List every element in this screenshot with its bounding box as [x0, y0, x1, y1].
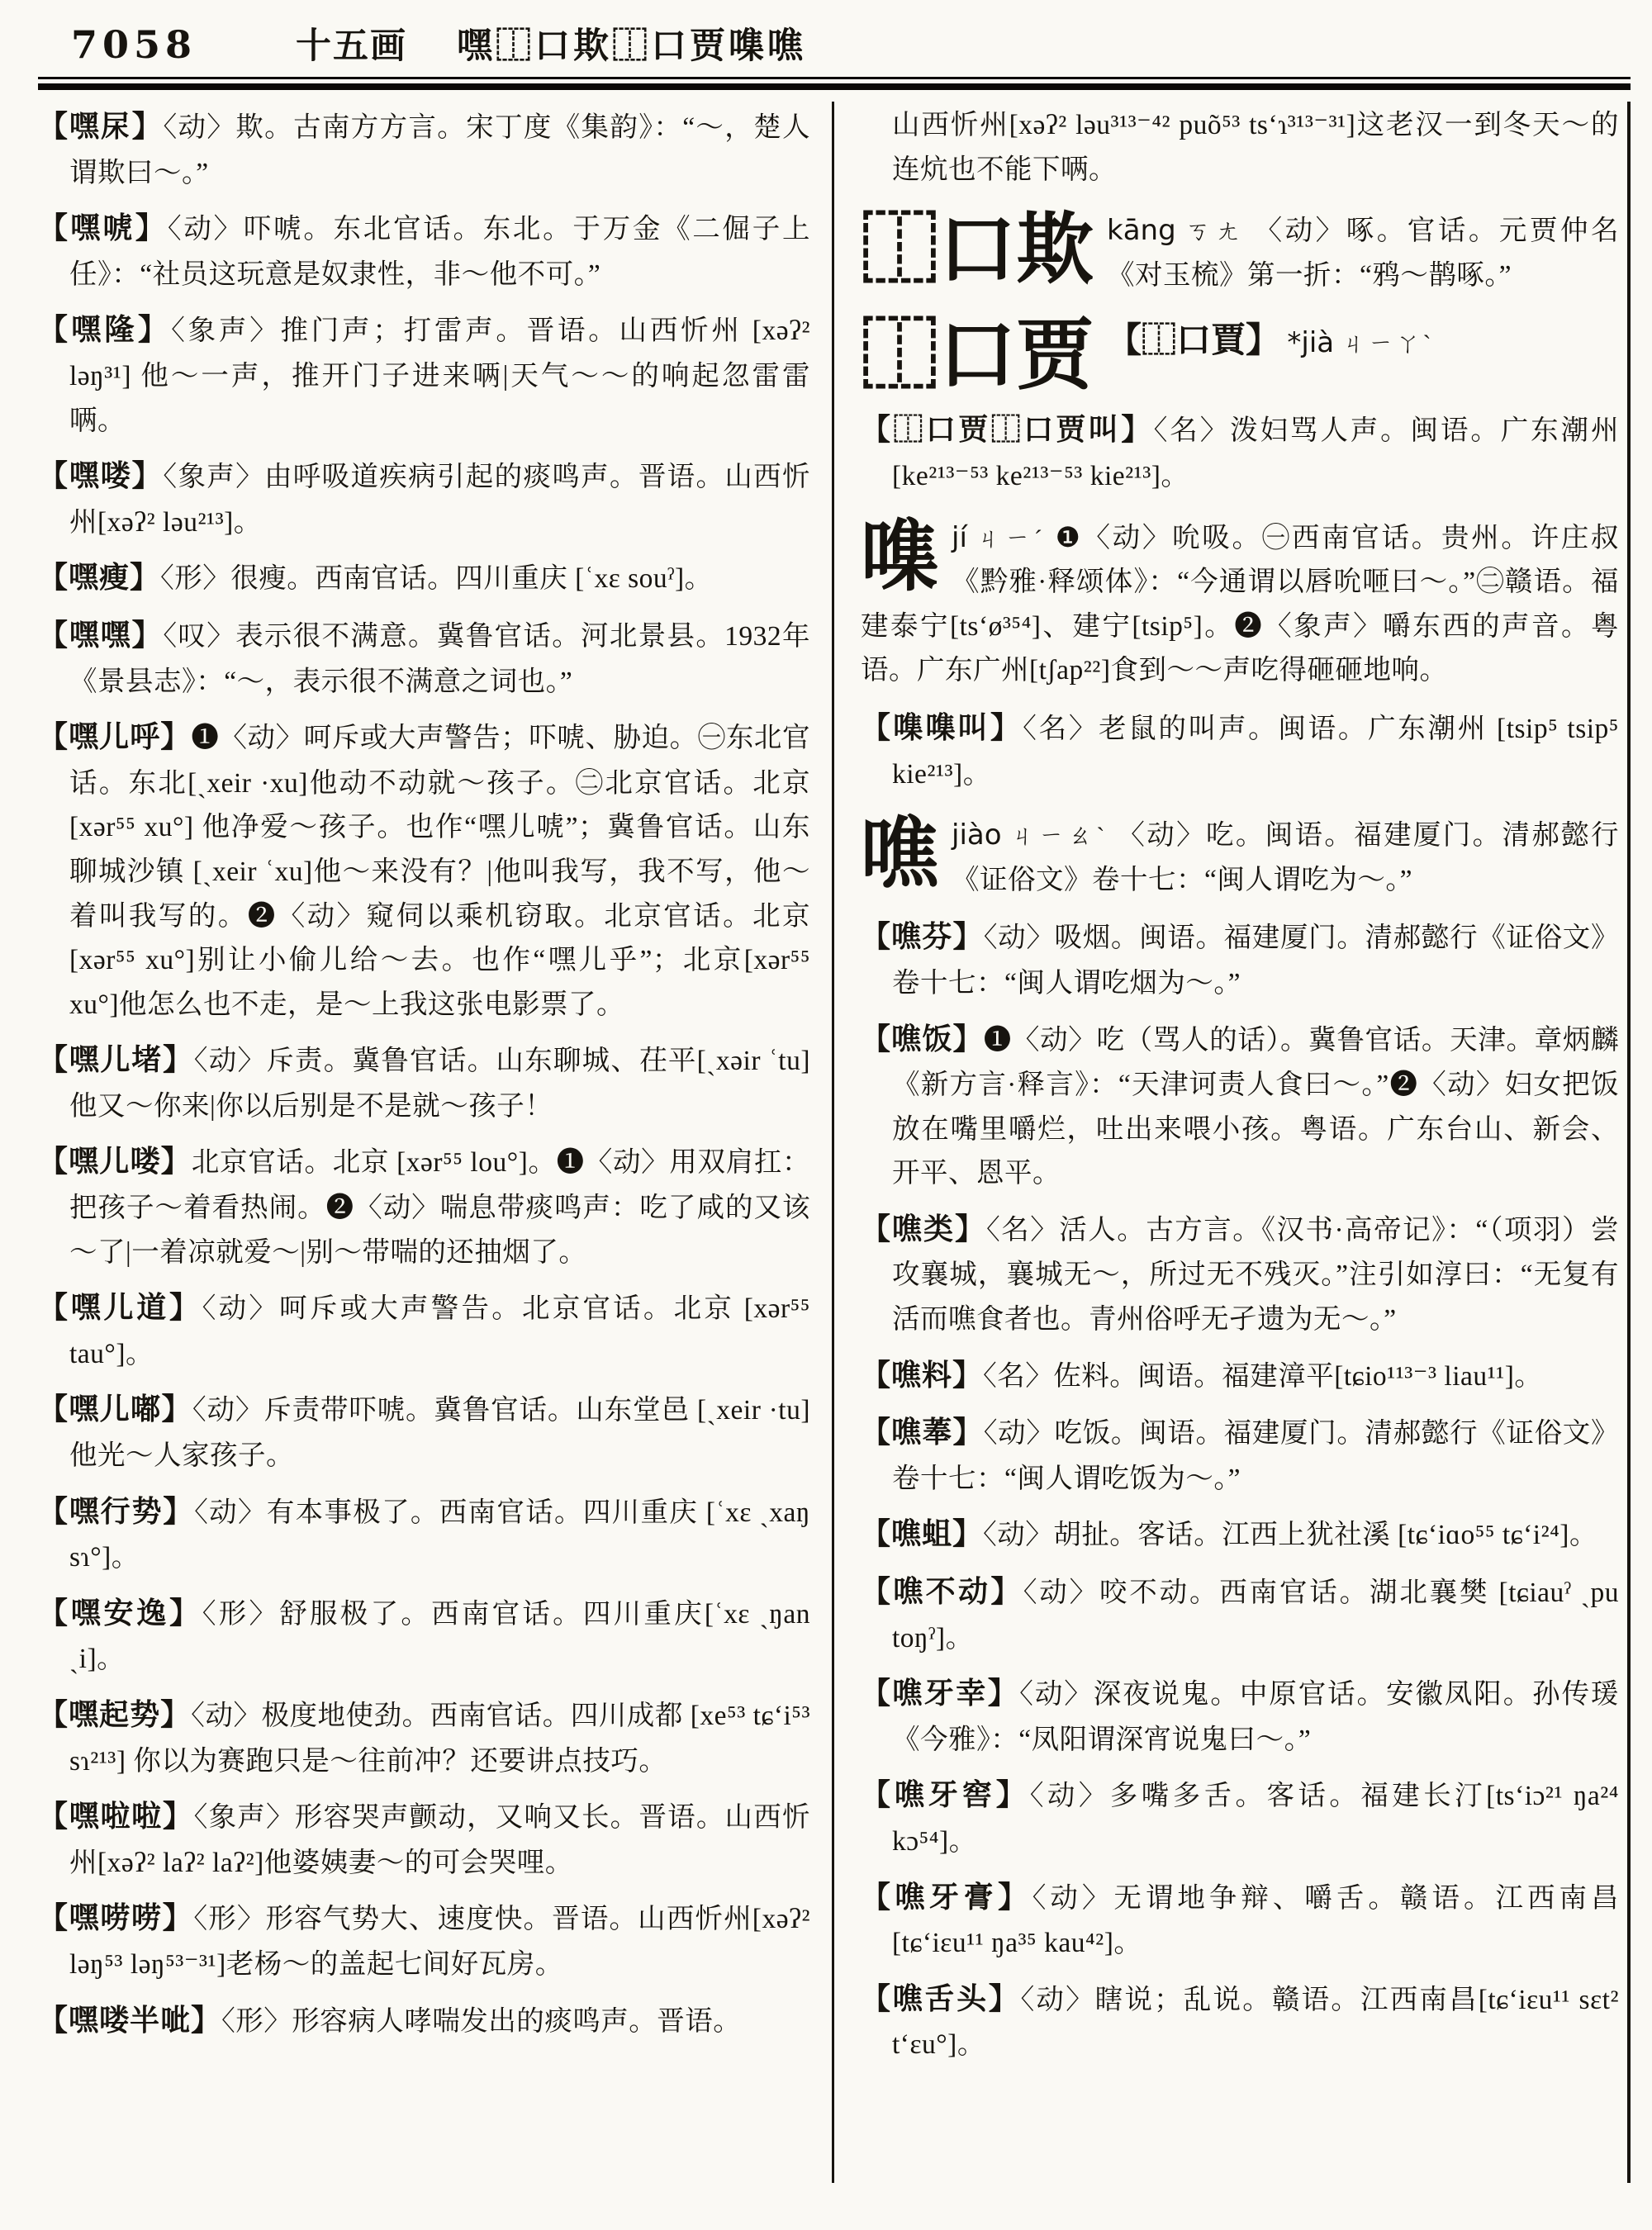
entry-headword: 【嘿儿呼】 — [38, 720, 192, 754]
entry-body: 〈形〉很瘦。西南官话。四川重庆 [ʿxɛ souˀ]。 — [160, 563, 713, 595]
word-entry — [38, 1037, 810, 1128]
pinyin-reading: jí — [952, 520, 967, 554]
head-character-entry — [861, 208, 1619, 297]
entry-headword: 【噍蛆】 — [861, 1517, 984, 1551]
head-character: 噍 — [861, 813, 939, 899]
entry-body: 〈动〉有本事极了。西南官话。四川重庆 [ʿxɛ ˏxaŋ sɿ°]。 — [69, 1497, 810, 1573]
word-entry — [38, 1895, 810, 1986]
word-entry — [861, 913, 1619, 1005]
stroke-section-title: 十五画 — [296, 27, 408, 66]
entry-headword: 【嘿儿嘟】 — [38, 1393, 192, 1426]
word-entry — [861, 1352, 1619, 1400]
entry-body: 〈动〉深夜说鬼。中原官话。安徽凤阳。孙传瑗《今雅》：“凤阳谓深宵说鬼曰～。” — [892, 1679, 1619, 1755]
entry-body: 〈名〉泼妇骂人声。闽语。广东潮州[ke²¹³⁻⁵³ ke²¹³⁻⁵³ kie²¹³]。 — [892, 415, 1619, 491]
word-entry — [38, 1386, 810, 1478]
word-entry — [38, 1138, 810, 1274]
word-entry — [861, 705, 1619, 796]
entry-body: 〈动〉极度地使劲。西南官话。四川成都 [xe⁵³ tɕʻi⁵³ sɿ²¹³] 你以为赛跑只是～往前冲？还要讲点技巧。 — [69, 1701, 810, 1777]
word-entry — [861, 1206, 1619, 1342]
entry-body: 〈动〉斥责。冀鲁官话。山东聊城、茌平[ˏxəir ʿtu]他又～你来|你以后别是不是就～孩子！ — [69, 1046, 810, 1122]
entry-body: 〈动〉瞎说；乱说。赣语。江西南昌[tɕʻiɛu¹¹ sɛt² tʻɛu°]。 — [892, 1984, 1619, 2061]
word-entry — [38, 1590, 810, 1682]
head-character-entry — [861, 515, 1619, 693]
word-entry — [38, 1284, 810, 1376]
pinyin-reading: *jià — [1287, 326, 1335, 360]
entry-body: 〈象声〉形容哭声颤动，又响又长。晋语。山西忻州[xəʔ² laʔ² laʔ²]他婆姨妻～的可会哭哩。 — [69, 1802, 810, 1878]
entry-body: ❶〈动〉吮吸。㊀西南官话。贵州。许庄叔《黔雅·释颂体》：“今通谓以唇吮咂曰～。”㊁赣语。福建泰宁[tsʻø³⁵⁴]、建宁[tsip⁵]。❷〈象声〉嚼东西的声音。粤语。广东广州[tʃap²²]食到～～声吃得砸砸地响。 — [861, 522, 1619, 686]
word-entry — [38, 714, 810, 1027]
entry-body: 〈动〉啄。官话。元贾仲名《对玉梳》第一折：“鸦～鹊啄。” — [1107, 216, 1619, 291]
entry-headword: 【嘿儿堵】 — [38, 1043, 194, 1077]
entry-body: 〈动〉斥责带吓唬。冀鲁官话。山东堂邑 [ˏxeir ·tu] 他光～人家孩子。 — [69, 1395, 810, 1472]
entry-headword: 【噍菶】 — [861, 1416, 984, 1450]
entry-body: 〈动〉欺。古南方方言。宋丁度《集韵》：“～，楚人谓欺曰～。” — [69, 112, 810, 188]
entry-headword: 【噍牙膏】 — [861, 1880, 1032, 1914]
page-header — [38, 18, 1631, 69]
entry-body: 〈动〉吃饭。闽语。福建厦门。清郝懿行《证俗文》卷十七：“闽人谓吃饭为～。” — [892, 1418, 1619, 1494]
entry-headword: 【嘿喽半呲】 — [38, 2003, 222, 2037]
right-column — [834, 102, 1631, 2183]
entry-body: ❶〈动〉吃（骂人的话）。冀鲁官话。天津。章炳麟《新方言·释言》：“天津诃责人食曰～。”❷〈动〉妇女把饭放在嘴里嚼烂，吐出来喂小孩。粤语。广东台山、新会、开平、恩平。 — [892, 1024, 1619, 1189]
word-entry — [38, 103, 810, 195]
continued-entry — [861, 103, 1619, 192]
entry-body: 北京官话。北京 [xər⁵⁵ lou°]。❶〈动〉用双肩扛：把孩子～着看热闹。❷〈动〉喘息带痰鸣声：吃了咸的又该～了|一着凉就爱～|别～带喘的还抽烟了。 — [69, 1147, 810, 1268]
entry-body: 〈形〉舒服极了。西南官话。四川重庆[ʿxɛ ˏŋan ˏi]。 — [69, 1598, 810, 1675]
entry-body: 〈动〉多嘴多舌。客话。福建长汀[tsʻiɔ²¹ ŋa²⁴ kɔ⁵⁴]。 — [892, 1781, 1619, 1857]
entry-body: 〈形〉形容病人哮喘发出的痰鸣声。晋语。 — [221, 2005, 742, 2037]
word-entry — [38, 1488, 810, 1580]
entry-body: 〈名〉佐料。闽语。福建漳平[tɕio¹¹³⁻³ liau¹¹]。 — [983, 1360, 1543, 1392]
entry-headword: 【㗱㗱叫】 — [861, 710, 1023, 744]
word-entry — [38, 453, 810, 544]
entry-body: 〈动〉吸烟。闽语。福建厦门。清郝懿行《证俗文》卷十七：“闽人谓吃烟为～。” — [892, 923, 1619, 999]
word-entry — [861, 1016, 1619, 1196]
word-entry — [861, 1874, 1619, 1966]
word-entry — [861, 1670, 1619, 1762]
entry-headword: 【嘿瘦】 — [38, 561, 161, 595]
entry-body: 〈动〉吓唬。东北官话。东北。于万金《二倔子上任》：“社员这玩意是奴隶性，非～他不可。” — [69, 214, 810, 290]
zhuyin-reading: ㄐㄧㄚˋ — [1341, 330, 1434, 358]
entry-body: 〈动〉呵斥或大声警告。北京官话。北京 [xər⁵⁵ tau°]。 — [69, 1293, 810, 1369]
head-character: ⿰口欺 — [861, 208, 1094, 294]
entry-headword: 【嘿儿道】 — [38, 1291, 202, 1325]
zhuyin-reading: ㄐㄧㄠˋ — [1009, 823, 1109, 851]
entry-headword: 【嘿安逸】 — [38, 1596, 202, 1630]
entry-headword: 【噍饭】 — [861, 1022, 984, 1056]
word-entry — [861, 1976, 1619, 2067]
entry-body: ❶〈动〉呵斥或大声警告；吓唬、胁迫。㊀东北官话。东北[ˏxeir ·xu]他动不动就～孩子。㊁北京官话。北京 [xər⁵⁵ xu°] 他净爱～孩子。也作“嘿儿唬”；冀鲁官话。山东聊城沙镇 [ˏxeir ʿxu]他～来没有？|他叫我写，我不写，他～着叫我写的。❷〈动〉窥伺以乘机窃取。北京官话。北京[xər⁵⁵ xu°]别让小偷儿给～去。也作“嘿儿乎”；北京[xər⁵⁵ xu°]他怎么也不走，是～上我这张电影票了。 — [69, 723, 810, 1020]
section-head-characters: 嘿⿰口欺⿰口贾㗱噍 — [457, 27, 807, 66]
entry-headword: 【嘿唠唠】 — [38, 1901, 194, 1935]
entry-continuation-text: 山西忻州[xəʔ² ləu³¹³⁻⁴² puõ⁵³ tsʻɿ³¹³⁻³¹]这老汉一到冬天～的连炕也不能下唡。 — [892, 110, 1619, 185]
pinyin-reading: kāng — [1107, 214, 1176, 248]
word-entry — [38, 1793, 810, 1885]
head-character: 㗱 — [861, 515, 939, 600]
entry-headword: 【噍类】 — [861, 1212, 986, 1245]
entry-headword: 【嘿喽】 — [38, 459, 164, 493]
entry-headword: 【⿰口贾⿰口贾叫】 — [861, 413, 1154, 447]
entry-body: 〈名〉活人。古方言。《汉书·高帝记》：“（项羽）尝攻襄城，襄城无～，所过无不残灭。”注引如淳曰：“无复有活而噍食者也。青州俗呼无孑遗为无～。” — [892, 1214, 1619, 1336]
entry-headword: 【嘿隆】 — [38, 313, 172, 347]
entry-headword: 【嘿嘿】 — [38, 618, 164, 652]
word-entry — [38, 205, 810, 297]
entry-body: 〈叹〉表示很不满意。冀鲁官话。河北景县。1932年《景县志》：“～，表示很不满意之词也。” — [69, 620, 810, 697]
word-entry — [38, 1997, 810, 2045]
entry-headword: 【嘿行势】 — [38, 1494, 195, 1528]
zhuyin-reading: ㄎㄤ — [1185, 218, 1246, 246]
entry-body: 〈动〉胡扯。客话。江西上犹社溪 [tɕʻiɑo⁵⁵ tɕʻi²⁴]。 — [983, 1520, 1597, 1551]
word-entry — [861, 1409, 1619, 1501]
entry-headword: 【噍料】 — [861, 1358, 984, 1392]
zhuyin-reading: ㄐㄧˊ — [976, 524, 1047, 553]
entry-body: 〈名〉老鼠的叫声。闽语。广东潮州 [tsip⁵ tsip⁵ kie²¹³]。 — [892, 713, 1619, 790]
word-entry — [861, 1772, 1619, 1863]
two-column-text — [38, 102, 1631, 2183]
word-entry — [861, 1568, 1619, 1660]
entry-headword: 【嘿起势】 — [38, 1698, 192, 1731]
entry-body: 〈动〉吃。闽语。福建厦门。清郝懿行《证俗文》卷十七：“闽人谓吃为～。” — [952, 820, 1619, 895]
pinyin-reading: jiào — [952, 818, 1002, 852]
entry-headword: 【噍牙窖】 — [861, 1778, 1030, 1812]
entry-headword: 【嘿唬】 — [38, 211, 168, 245]
traditional-form: 【⿰口賈】 — [1107, 322, 1281, 361]
page-number: 7058 — [71, 22, 197, 67]
entry-body: 〈象声〉由呼吸道疾病引起的痰鸣声。晋语。山西忻州[xəʔ² ləu²¹³]。 — [69, 462, 810, 538]
word-entry — [861, 1511, 1619, 1559]
word-entry — [38, 306, 810, 443]
entry-headword: 【噍不动】 — [861, 1575, 1023, 1609]
word-entry — [38, 1691, 810, 1783]
left-column — [38, 102, 834, 2183]
entry-headword: 【嘿啦啦】 — [38, 1800, 194, 1834]
header-rule — [38, 77, 1631, 90]
entry-headword: 【噍牙幸】 — [861, 1677, 1020, 1710]
head-character-entry — [861, 314, 1619, 395]
word-entry — [38, 554, 810, 602]
head-character-entry — [861, 813, 1619, 902]
entry-headword: 【噍舌头】 — [861, 1981, 1021, 2015]
entry-headword: 【嘿杘】 — [38, 110, 164, 143]
entry-body: 〈象声〉推门声；打雷声。晋语。山西忻州 [xəʔ² ləŋ³¹] 他～一声，推开门子进来唡|天气～～的响起忽雷雷唡。 — [69, 316, 810, 436]
entry-headword: 【嘿儿喽】 — [38, 1145, 192, 1179]
entry-body: 〈动〉咬不动。西南官话。湖北襄樊 [tɕiauˀ ˏpu toŋˀ]。 — [892, 1578, 1619, 1654]
head-character: ⿰口贾 — [861, 314, 1094, 396]
entry-body: 〈动〉无谓地争辩、嚼舌。赣语。江西南昌 [tɕʻiɛu¹¹ ŋa³⁵ kau⁴²]。 — [892, 1882, 1619, 1959]
entry-body: 〈形〉形容气势大、速度快。晋语。山西忻州[xəʔ² ləŋ⁵³ ləŋ⁵³⁻³¹]老杨～的盖起七间好瓦房。 — [69, 1904, 810, 1980]
word-entry — [38, 612, 810, 704]
word-entry — [861, 406, 1619, 498]
entry-headword: 【噍芬】 — [861, 920, 984, 954]
